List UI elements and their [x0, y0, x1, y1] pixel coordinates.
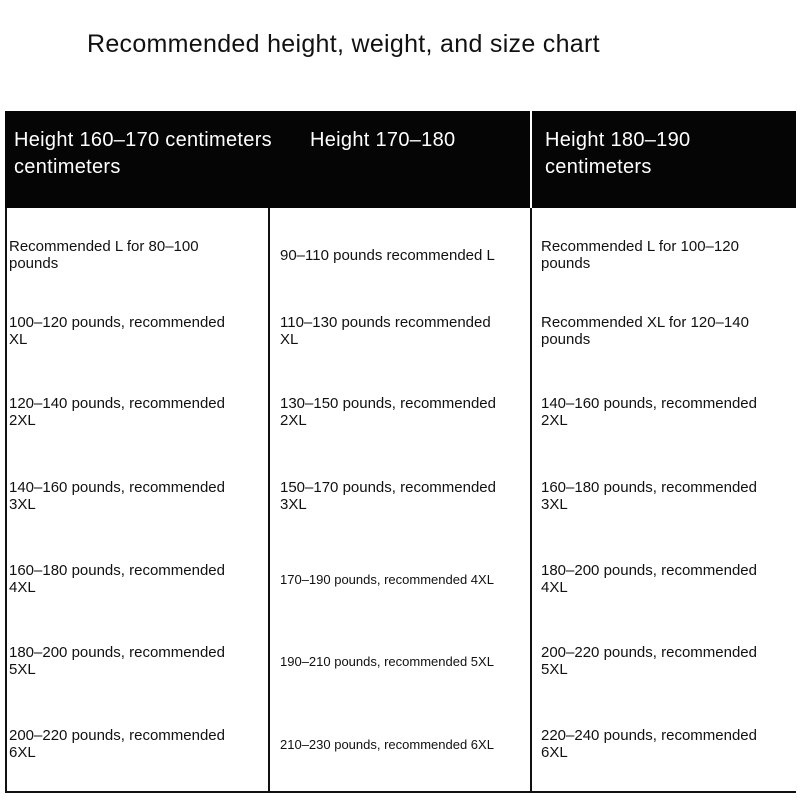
column-divider-1	[268, 208, 270, 793]
table-cell: 90–110 pounds recommended L	[280, 247, 495, 264]
table-cell: 210–230 pounds, recommended 6XL	[280, 737, 494, 752]
table-cell: 200–220 pounds, recommended 5XL	[541, 644, 757, 678]
table-cell: 140–160 pounds, recommended 2XL	[541, 395, 757, 429]
header-height-180-190: Height 180–190	[545, 129, 691, 151]
table-cell: Recommended XL for 120–140 pounds	[541, 314, 749, 348]
table-cell: 200–220 pounds, recommended 6XL	[9, 727, 225, 761]
table-cell: 140–160 pounds, recommended 3XL	[9, 479, 225, 513]
page-title: Recommended height, weight, and size chart	[87, 30, 600, 58]
table-cell: 130–150 pounds, recommended 2XL	[280, 395, 496, 429]
table-cell: 170–190 pounds, recommended 4XL	[280, 572, 494, 587]
column-divider-2	[530, 208, 532, 793]
header-height-170-180: Height 170–180	[310, 129, 456, 151]
size-chart-table	[5, 111, 796, 793]
table-border-bottom	[5, 791, 796, 793]
table-cell: 120–140 pounds, recommended 2XL	[9, 395, 225, 429]
table-cell: 160–180 pounds, recommended 4XL	[9, 562, 225, 596]
table-cell: 180–200 pounds, recommended 4XL	[541, 562, 757, 596]
table-cell: 100–120 pounds, recommended XL	[9, 314, 225, 348]
table-cell: 220–240 pounds, recommended 6XL	[541, 727, 757, 761]
header-height-160-170: Height 160–170 centimeters	[14, 129, 272, 151]
header-height-180-190-unit: centimeters	[545, 156, 652, 178]
table-cell: 180–200 pounds, recommended 5XL	[9, 644, 225, 678]
table-border-left	[5, 208, 7, 793]
table-cell: 110–130 pounds recommended XL	[280, 314, 491, 348]
table-cell: 190–210 pounds, recommended 5XL	[280, 654, 494, 669]
table-cell: 160–180 pounds, recommended 3XL	[541, 479, 757, 513]
table-cell: Recommended L for 100–120 pounds	[541, 238, 739, 272]
table-cell: 150–170 pounds, recommended 3XL	[280, 479, 496, 513]
table-cell: Recommended L for 80–100 pounds	[9, 238, 199, 272]
header-height-160-170-unit: centimeters	[14, 156, 121, 178]
